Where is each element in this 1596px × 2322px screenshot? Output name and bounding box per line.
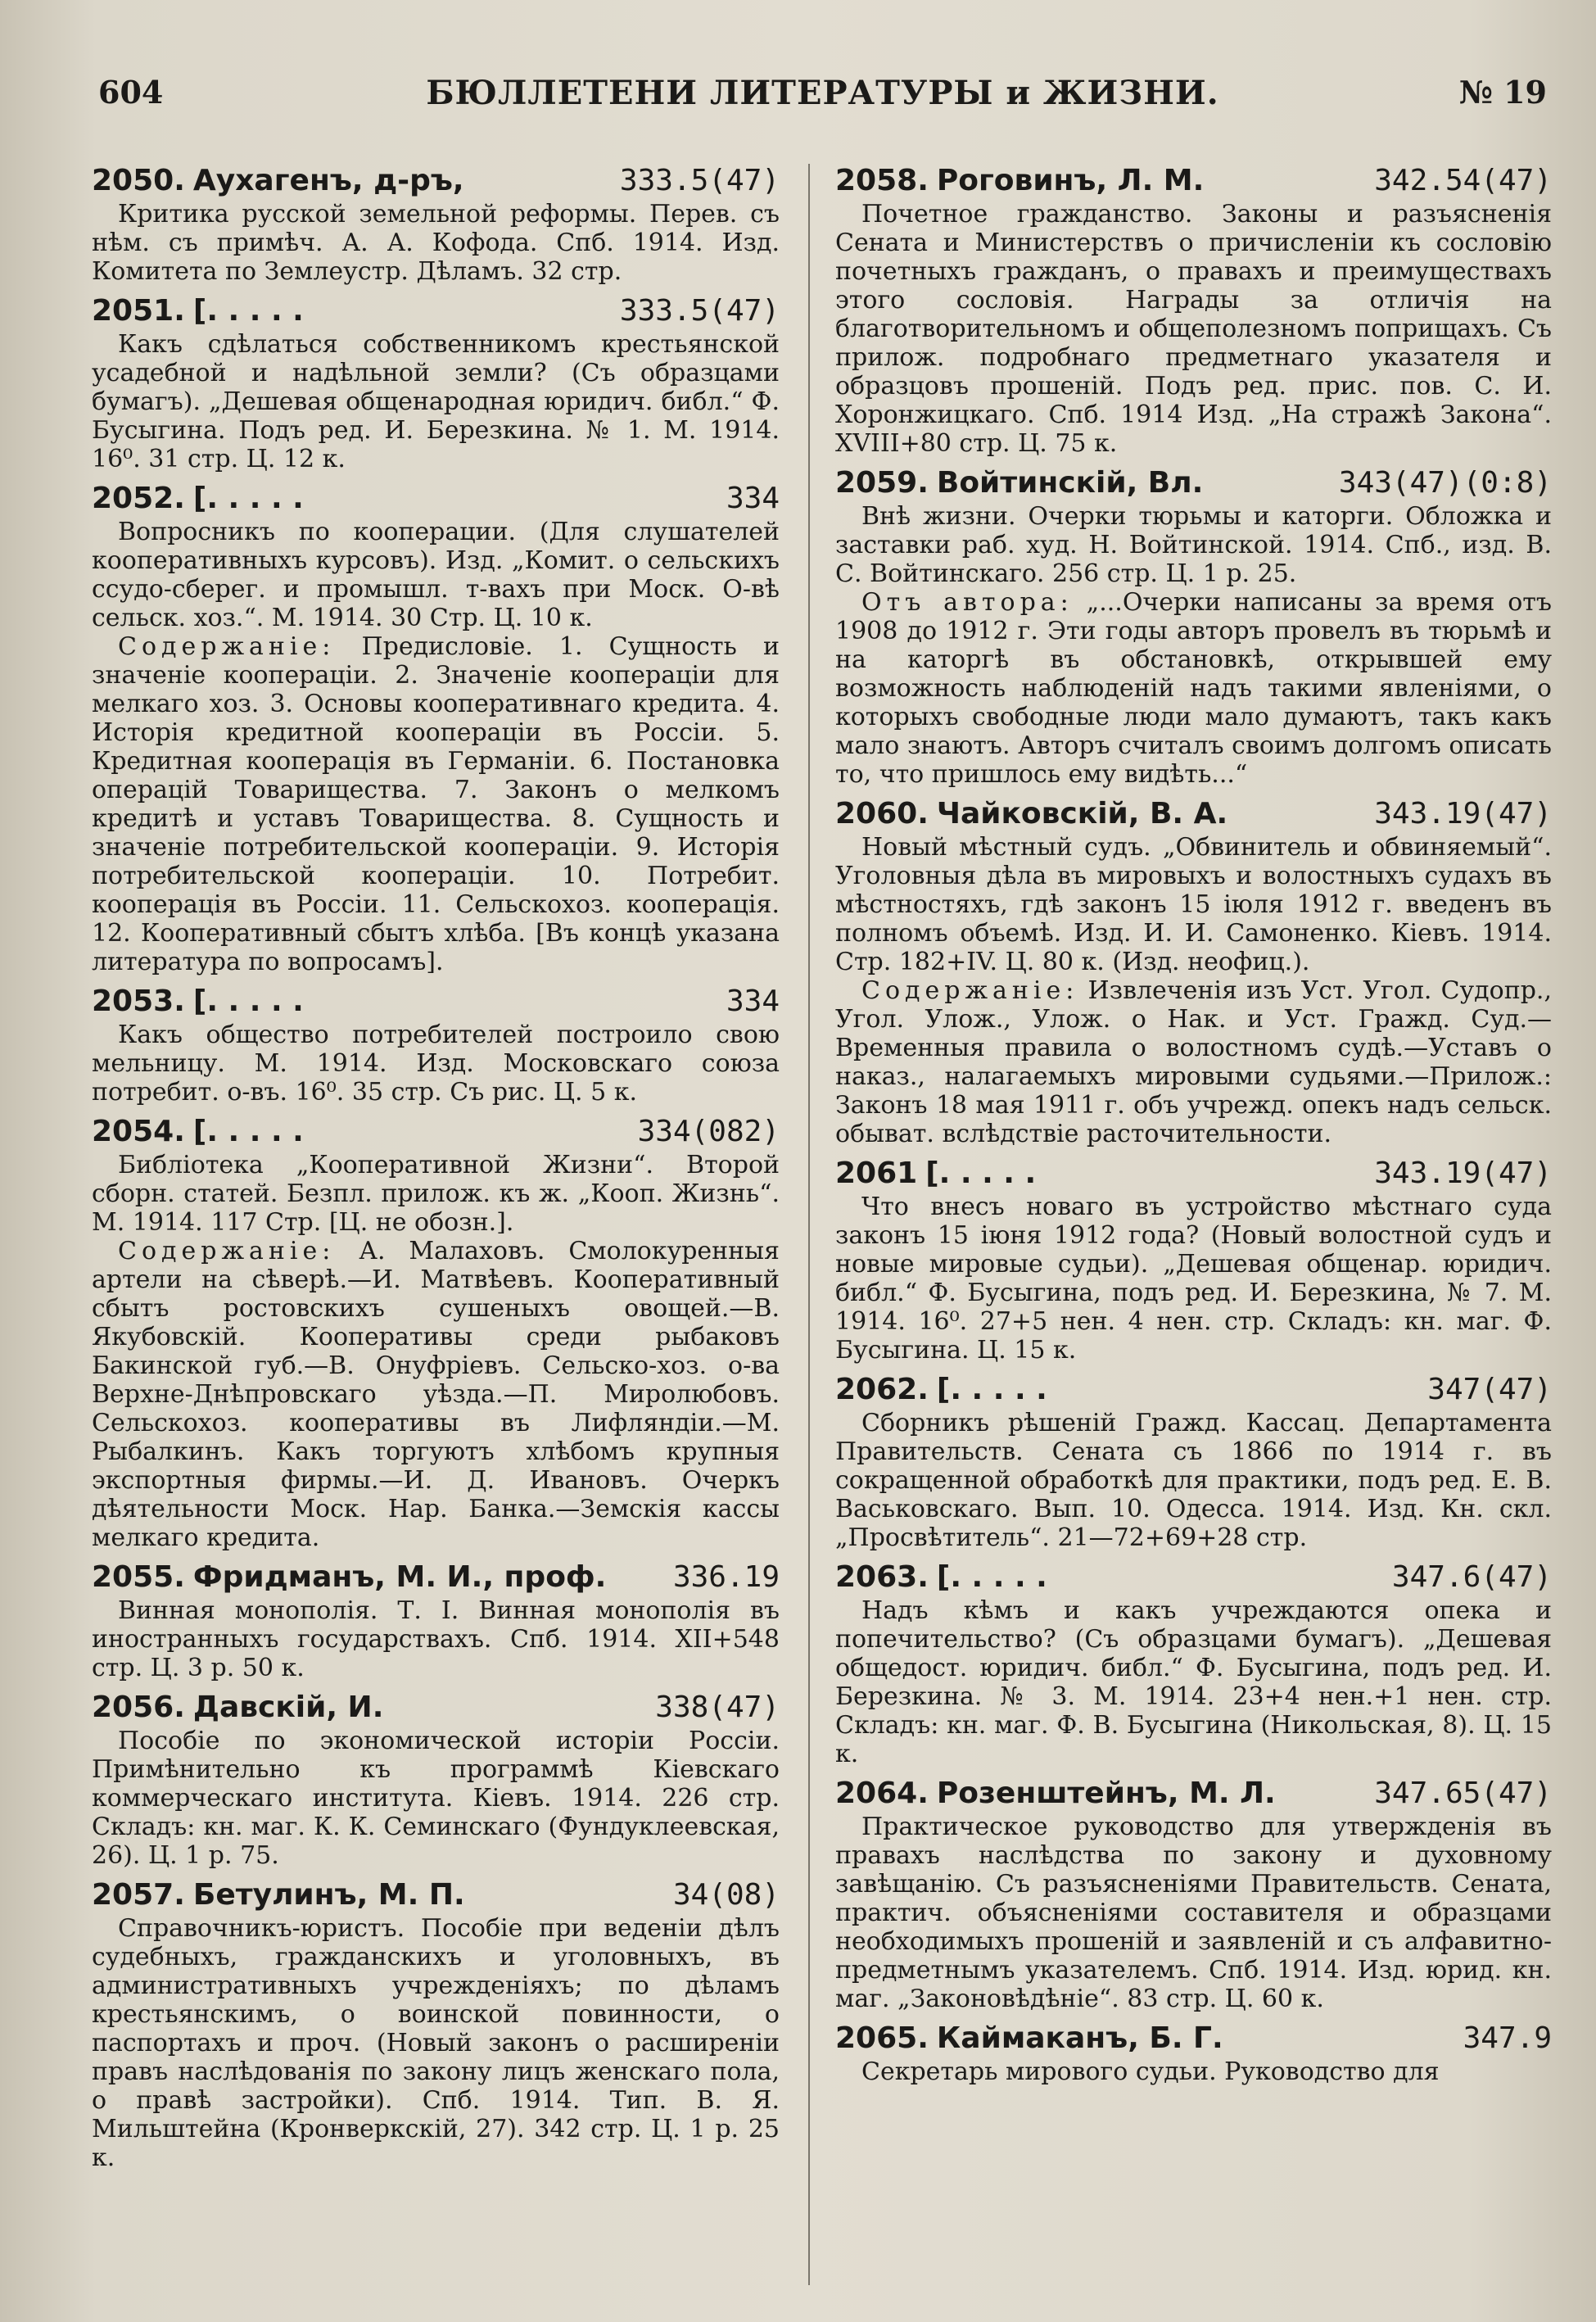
entry-2056 [92,1691,780,1870]
entry-description: Внѣ жизни. Очерки тюрьмы и каторги. Обложка и заставки раб. худ. Н. Войтинской. 1914. Спб., изд. В. С. Войтинскаго. 256 стр. Ц. 1 р. 25. [835,502,1552,588]
entry-number: 2059. [835,466,929,500]
entry-author: Аухагенъ, д-ръ, [192,164,464,197]
entry-author: [. . . . . [192,984,304,1018]
entry-description: Что внесъ новаго въ устройство мѣстнаго суда законъ 15 іюня 1912 года? (Новый волостной судъ и новые мировые судьи). „Дешевая общенар. юридич. библ.“ Ф. Бусыгина, подъ ред. И. Березкина, № 7. М. 1914. 16⁰. 27+5 нен. 4 нен. стр. Складъ: кн. маг. Ф. Бусыгина. Ц. 15 к. [835,1193,1552,1365]
entry-heading [835,797,1552,831]
entry-description: Пособіе по экономической исторіи Россіи. Примѣнительно къ программѣ Кіевскаго коммерческаго института. Кіевъ. 1914. 226 стр. Складъ: кн. маг. К. К. Семинскаго (Фундуклеевская, 26). Ц. 1 р. 75. [92,1727,780,1870]
entry-author: Роговинъ, Л. М. [936,164,1205,197]
entry-number: 2062. [835,1373,929,1406]
entry-description: Библіотека „Кооперативной Жизни“. Второй сборн. статей. Безпл. прилож. къ ж. „Кооп. Жизнь“. М. 1914. 117 Стр. [Ц. не обозн.]. [92,1151,780,1237]
entry-number: 2050. [92,164,185,197]
entry-heading [835,1156,1552,1191]
entry-description: Какъ сдѣлаться собственникомъ крестьянской усадебной и надѣльной земли? (Съ образцами бумагъ). „Дешевая общенародная юридич. библ.“ Ф. Бусыгина. Подъ ред. И. Березкина. № 1. М. 1914. 16⁰. 31 стр. Ц. 12 к. [92,330,780,473]
entry-description: Практическое руководство для утвержденія въ правахъ наслѣдства по закону и духовному завѣщанію. Съ разъясненіями Правительств. Сената, практич. объясненіями составителя и образцами необходимыхъ прошеній и заявленій и съ алфавитно-предметнымъ указателемъ. Спб. 1914. Изд. юрид. кн. маг. „Законовѣдѣніе“. 83 стр. Ц. 60 к. [835,1813,1552,2013]
entry-heading [92,482,780,516]
contents-text: Извлеченія изъ Уст. Угол. Судопр., Угол. Улож., Улож. о Нак. и Уст. Гражд. Суд.—Временныя правила о волостномъ судѣ.—Уставъ о наказ., налагаемыхъ мировыми судьями.—Прилож.: Законъ 18 мая 1911 г. объ учрежд. опекъ надъ сельск. обыват. вслѣдствіе расточительности. [835,976,1552,1148]
entry-2051 [92,294,780,473]
classification-code: 334(082) [637,1115,780,1148]
entry-2065 [835,2021,1552,2086]
entry-heading [92,1115,780,1149]
classification-code: 336.19 [672,1560,780,1594]
issue-number: № 19 [1458,74,1547,111]
entry-description: Винная монополія. Т. I. Винная монополія въ иностранныхъ государствахъ. Спб. 1914. XII+548 стр. Ц. 3 р. 50 к. [92,1596,780,1682]
entry-description: Справочникъ-юристъ. Пособіе при веденіи дѣлъ судебныхъ, гражданскихъ и уголовныхъ, въ административныхъ учрежденіяхъ; по дѣламъ крестьянскимъ, о воинской повинности, о паспортахъ и проч. (Новый законъ о расширеніи правъ наслѣдованія по закону лицъ женскаго пола, о правѣ застройки). Спб. 1914. Тип. В. Я. Мильштейна (Кронверкскій, 27). 342 стр. Ц. 1 р. 25 к. [92,1914,780,2172]
entry-description: Критика русской земельной реформы. Перев. съ нѣм. съ примѣч. А. А. Кофода. Спб. 1914. Изд. Комитета по Землеустр. Дѣламъ. 32 стр. [92,200,780,286]
classification-code: 343.19(47) [1374,797,1552,831]
contents-label: Содержаніе: [861,976,1079,1005]
page-number: 604 [98,74,164,111]
entry-description: Почетное гражданство. Законы и разъясненія Сената и Министерствъ о причисленіи къ сословію почетныхъ гражданъ, о правахъ и преимуществахъ этого сословія. Награды за отличія на благотворительномъ и общеполезномъ поприщахъ. Съ прилож. подробнаго предметнаго указателя и образцовъ прошеній. Подъ ред. прис. пов. С. И. Хоронжицкаго. Спб. 1914 Изд. „На стражѣ Закона“. XVIII+80 стр. Ц. 75 к. [835,200,1552,458]
entry-number: 2051. [92,294,185,328]
entry-2064 [835,1777,1552,2013]
entry-2059 [835,466,1552,789]
entry-author: Давскій, И. [192,1691,384,1724]
entry-heading [835,1777,1552,1811]
classification-code: 338(47) [655,1691,780,1724]
entry-2050 [92,164,780,286]
contents-text: Предисловіе. 1. Сущность и значеніе коопераціи. 2. Значеніе коопераціи для мелкаго хоз. 3. Основы кооперативнаго кредита. 4. Исторія кредитной коопераціи въ Россіи. 5. Кредитная кооперація въ Германіи. 6. Постановка операцій Товарищества. 7. Законъ о мелкомъ кредитѣ и уставъ Товарищества. 8. Сущность и значеніе потребительской коопераціи. 9. Исторія потребительской коопераціи. 10. Потребит. кооперація въ Россіи. 11. Сельскохоз. кооперація. 12. Кооперативный сбытъ хлѣба. [Въ концѣ указана литература по вопросамъ]. [92,632,780,976]
entry-number: 2052. [92,482,185,515]
entry-contents [92,632,780,976]
classification-code: 347.65(47) [1374,1777,1552,1810]
classification-code: 333.5(47) [619,294,780,328]
entry-author: [. . . . . [192,482,304,515]
contents-text: „...Очерки написаны за время отъ 1908 до 1912 г. Эти годы авторъ провелъ въ тюрьмѣ и на каторгѣ въ обстановкѣ, открывшей ему возможность наблюденій надъ такими явленіями, о которыхъ свободные люди мало думаютъ, такъ какъ мало знаютъ. Авторъ считалъ своимъ долгомъ описать то, что пришлось ему видѣть...“ [835,588,1552,789]
entry-author: Войтинскій, Вл. [936,466,1204,500]
entry-number: 2056. [92,1691,185,1724]
contents-label: Содержаніе: [118,632,336,661]
entry-heading [92,1878,780,1912]
entry-number: 2060. [835,797,929,831]
entry-heading [835,164,1552,198]
entry-heading [92,1560,780,1595]
entry-number: 2057. [92,1878,185,1912]
entry-number: 2064. [835,1777,929,1810]
page-header [98,74,1547,123]
entry-2055 [92,1560,780,1682]
entry-number: 2063. [835,1560,929,1594]
classification-code: 343.19(47) [1374,1156,1552,1190]
entry-number: 2065. [835,2021,929,2055]
entry-heading [92,164,780,198]
entry-number: 2054. [92,1115,185,1148]
entry-heading [92,294,780,328]
classification-code: 333.5(47) [619,164,780,197]
classification-code: 342.54(47) [1374,164,1552,197]
entry-heading [835,1560,1552,1595]
entry-description: Сборникъ рѣшеній Гражд. Кассац. Департамента Правительств. Сената съ 1866 по 1914 г. въ сокращенной обработкѣ для практики, подъ ред. Е. В. Васьковскаго. Вып. 10. Одесса. 1914. Изд. Кн. скл. „Просвѣтитель“. 21—72+69+28 стр. [835,1409,1552,1552]
classification-code: 343(47)(0:8) [1338,466,1552,500]
entry-heading [835,466,1552,500]
right-column [835,164,1552,2297]
entry-2062 [835,1373,1552,1552]
contents-label: Содержаніе: [118,1237,336,1265]
entry-2063 [835,1560,1552,1768]
entry-author: Чайковскій, В. А. [936,797,1228,831]
entry-description: Вопросникъ по кооперации. (Для слушателей кооперативныхъ курсовъ). Изд. „Комит. о сельскихъ ссудо-сберег. и промышл. т-вахъ при Моск. О-вѣ сельск. хоз.“. М. 1914. 30 Стр. Ц. 10 к. [92,518,780,632]
contents-text: А. Малаховъ. Смолокуренныя артели на сѣверѣ.—И. Матвѣевъ. Кооперативный сбытъ ростовскихъ сушеныхъ овощей.—В. Якубовскій. Кооперативы среди рыбаковъ Бакинской губ.—В. Онуфріевъ. Сельско-хоз. о-ва Верхне-Днѣпровскаго уѣзда.—П. Миролюбовъ. Сельскохоз. кооперативы въ Лифляндіи.—М. Рыбалкинъ. Какъ торгуютъ хлѣбомъ крупныя экспортныя фирмы.—И. Д. Ивановъ. Очеркъ дѣятельности Моск. Нар. Банка.—Земскія кассы мелкаго кредита. [92,1237,780,1552]
entry-contents [835,588,1552,789]
classification-code: 334 [726,482,780,515]
entry-number: 2061 [835,1156,918,1190]
entry-heading [92,984,780,1019]
entry-description: Секретарь мирового судьи. Руководство для [861,2057,1440,2086]
entry-number: 2053. [92,984,185,1018]
entry-author: [. . . . . [925,1156,1037,1190]
entry-author: Фридманъ, М. И., проф. [192,1560,607,1594]
entry-2054 [92,1115,780,1552]
entry-author: [. . . . . [192,1115,304,1148]
entry-2060 [835,797,1552,1148]
entry-heading [835,1373,1552,1407]
entry-heading [835,2021,1552,2056]
entry-author: [. . . . . [192,294,304,328]
classification-code: 347.6(47) [1391,1560,1552,1594]
entry-author: [. . . . . [936,1560,1047,1594]
entry-number: 2058. [835,164,929,197]
entry-author: [. . . . . [936,1373,1047,1406]
entry-2061 [835,1156,1552,1365]
entry-contents [835,976,1552,1148]
entry-contents [92,1237,780,1552]
entry-number: 2055. [92,1560,185,1594]
entry-description: Новый мѣстный судъ. „Обвинитель и обвиняемый“. Уголовныя дѣла въ мировыхъ и волостныхъ судахъ въ мѣстностяхъ, гдѣ законъ 15 іюля 1912 г. введенъ въ полномъ объемѣ. Изд. И. И. Самоненко. Кіевъ. 1914. Стр. 182+IV. Ц. 80 к. (Изд. неофиц.). [835,833,1552,976]
entry-2052 [92,482,780,976]
left-column [92,164,780,2297]
entry-2057 [92,1878,780,2172]
entry-author: Каймаканъ, Б. Г. [936,2021,1223,2055]
classification-code: 34(08) [672,1878,780,1912]
classification-code: 334 [726,984,780,1018]
column-divider [808,164,810,2285]
classification-code: 347.9 [1463,2021,1552,2055]
classification-code: 347(47) [1427,1373,1552,1406]
entry-author: Бетулинъ, М. П. [192,1878,465,1912]
running-title: БЮЛЛЕТЕНИ ЛИТЕРАТУРЫ и ЖИЗНИ. [426,74,1219,112]
entry-description: Какъ общество потребителей построило свою мельницу. М. 1914. Изд. Московскаго союза потребит. о-въ. 16⁰. 35 стр. Съ рис. Ц. 5 к. [92,1021,780,1107]
entry-2053 [92,984,780,1107]
entry-author: Розенштейнъ, М. Л. [936,1777,1276,1810]
entry-2058 [835,164,1552,458]
contents-label: Отъ автора: [861,588,1074,617]
entry-description: Надъ кѣмъ и какъ учреждаются опека и попечительство? (Съ образцами бумагъ). „Дешевая общедост. юридич. библ.“ Ф. Бусыгина, подъ ред. И. Березкина. № 3. М. 1914. 23+4 нен.+1 нен. стр. Складъ: кн. маг. Ф. В. Бусыгина (Никольская, 8). Ц. 15 к. [835,1596,1552,1768]
entry-heading [92,1691,780,1725]
